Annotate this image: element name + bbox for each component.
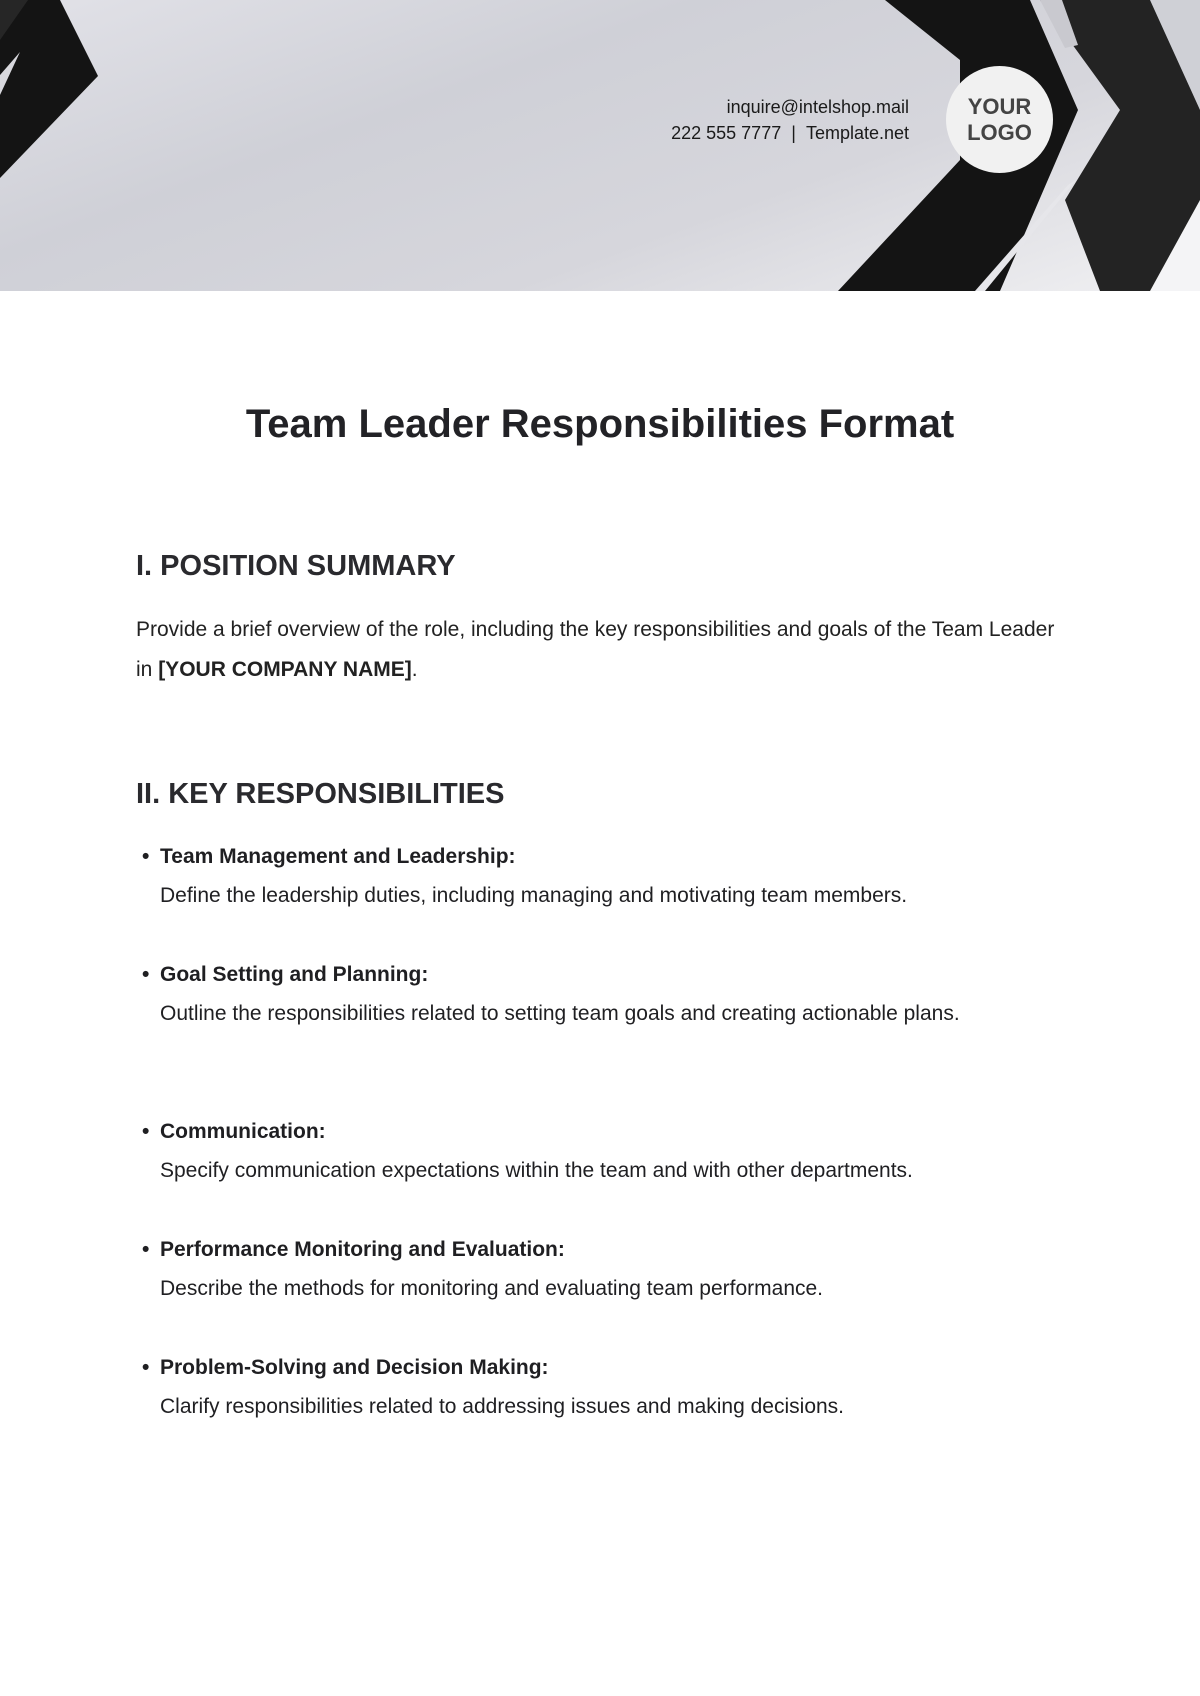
left-chevron-dark: [0, 0, 98, 178]
logo-line-2: LOGO: [967, 119, 1032, 145]
item-title: • Performance Monitoring and Evaluation:: [142, 1230, 1042, 1269]
item-title: • Goal Setting and Planning:: [142, 955, 1022, 994]
contact-phone-website: [671, 120, 909, 146]
header-banner: [0, 0, 1200, 291]
separator: |: [791, 123, 796, 143]
responsibility-item: [142, 1112, 1042, 1190]
responsibility-item: [142, 1348, 1042, 1426]
company-name-placeholder: [YOUR COMPANY NAME]: [158, 658, 412, 681]
logo-line-1: YOUR: [967, 93, 1032, 119]
summary-text: Provide a brief overview of the role, including the key responsibilities and goals of the Team Leader in: [136, 618, 1055, 681]
company-logo: [946, 66, 1053, 173]
item-description: Describe the methods for monitoring and evaluating team performance.: [160, 1277, 824, 1300]
contact-website: Template.net: [805, 123, 909, 143]
item-title: • Problem-Solving and Decision Making:: [142, 1348, 1042, 1387]
item-description: Define the leadership duties, including managing and motivating team members.: [160, 884, 908, 907]
item-description: Clarify responsibilities related to addressing issues and making decisions.: [160, 1395, 845, 1418]
contact-email: inquire@intelshop.mail: [726, 97, 909, 117]
section-heading-position-summary: I. POSITION SUMMARY: [136, 550, 456, 582]
section-heading-key-responsibilities: II. KEY RESPONSIBILITIES: [136, 778, 505, 810]
position-summary-text: [136, 610, 1056, 690]
item-description: Specify communication expectations within the team and with other departments.: [160, 1159, 913, 1182]
contact-phone: 222 555 7777: [671, 123, 782, 143]
summary-text-end: .: [411, 658, 418, 681]
page-title: Team Leader Responsibilities Format: [245, 402, 955, 446]
item-title: • Communication:: [142, 1112, 1042, 1151]
responsibility-item: [142, 1230, 1042, 1308]
responsibility-item: [142, 837, 1042, 915]
item-title: • Team Management and Leadership:: [142, 837, 1042, 876]
responsibility-item: [142, 955, 1022, 1033]
item-description: Outline the responsibilities related to setting team goals and creating actionable plans.: [160, 1002, 960, 1025]
contact-info: [671, 94, 909, 146]
